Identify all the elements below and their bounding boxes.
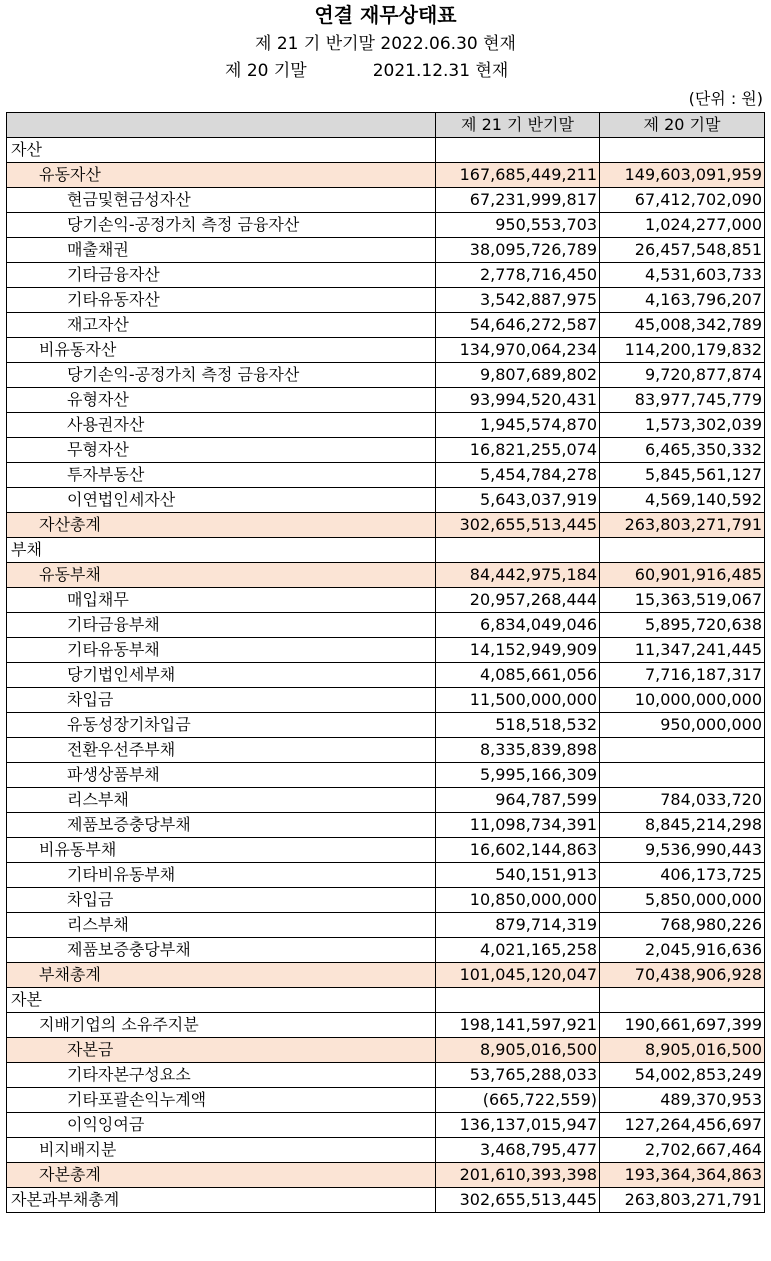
current-period-value: 540,151,913 <box>436 863 600 888</box>
prior-period-value: 1,573,302,039 <box>600 413 765 438</box>
account-name: 매입채무 <box>7 588 436 613</box>
current-period-value: 1,945,574,870 <box>436 413 600 438</box>
current-period-value: 302,655,513,445 <box>436 513 600 538</box>
prior-period-value: 70,438,906,928 <box>600 963 765 988</box>
table-row <box>7 1113 765 1138</box>
prior-period-value: 114,200,179,832 <box>600 338 765 363</box>
prior-period <box>225 58 508 84</box>
current-period-value: 518,518,532 <box>436 713 600 738</box>
prior-period-value: 4,531,603,733 <box>600 263 765 288</box>
prior-period-value: 2,045,916,636 <box>600 938 765 963</box>
current-period-value <box>436 138 600 163</box>
table-row <box>7 1063 765 1088</box>
prior-period-value: 4,569,140,592 <box>600 488 765 513</box>
prior-period-value <box>600 138 765 163</box>
table-row <box>7 1088 765 1113</box>
table-row <box>7 563 765 588</box>
table-row <box>7 963 765 988</box>
current-period-value: 101,045,120,047 <box>436 963 600 988</box>
table-row <box>7 238 765 263</box>
current-period-value: 5,643,037,919 <box>436 488 600 513</box>
table-row <box>7 188 765 213</box>
account-name: 사용권자산 <box>7 413 436 438</box>
account-name: 제품보증충당부채 <box>7 813 436 838</box>
account-name: 비유동자산 <box>7 338 436 363</box>
current-period-value: 198,141,597,921 <box>436 1013 600 1038</box>
account-name: 투자부동산 <box>7 463 436 488</box>
table-row <box>7 688 765 713</box>
account-name: 당기법인세부채 <box>7 663 436 688</box>
current-period-value: 879,714,319 <box>436 913 600 938</box>
account-name: 자산 <box>7 138 436 163</box>
current-period-value: 8,905,016,500 <box>436 1038 600 1063</box>
account-name: 유동부채 <box>7 563 436 588</box>
prior-period-value: 83,977,745,779 <box>600 388 765 413</box>
current-period-value: 16,602,144,863 <box>436 838 600 863</box>
prior-period-value: 5,895,720,638 <box>600 613 765 638</box>
current-period: 제 21 기 반기말 2022.06.30 현재 <box>255 34 516 54</box>
prior-period-value: 406,173,725 <box>600 863 765 888</box>
table-row <box>7 513 765 538</box>
current-period-value: 11,500,000,000 <box>436 688 600 713</box>
prior-period-value: 4,163,796,207 <box>600 288 765 313</box>
current-period-value: 9,807,689,802 <box>436 363 600 388</box>
table-row <box>7 913 765 938</box>
table-row <box>7 1188 765 1213</box>
current-period-value: 14,152,949,909 <box>436 638 600 663</box>
account-name: 제품보증충당부채 <box>7 938 436 963</box>
table-row <box>7 538 765 563</box>
account-name: 지배기업의 소유주지분 <box>7 1013 436 1038</box>
prior-period-value: 11,347,241,445 <box>600 638 765 663</box>
current-period-value: 4,021,165,258 <box>436 938 600 963</box>
current-period-value: 84,442,975,184 <box>436 563 600 588</box>
account-name: 부채 <box>7 538 436 563</box>
prior-period-value: 127,264,456,697 <box>600 1113 765 1138</box>
account-name: 무형자산 <box>7 438 436 463</box>
prior-period-value: 489,370,953 <box>600 1088 765 1113</box>
prior-period-value: 8,845,214,298 <box>600 813 765 838</box>
table-row <box>7 463 765 488</box>
statement-title: 연결 재무상태표 <box>314 3 457 27</box>
prior-period-value: 26,457,548,851 <box>600 238 765 263</box>
account-name: 차입금 <box>7 688 436 713</box>
current-period-value: 6,834,049,046 <box>436 613 600 638</box>
prior-period-value <box>600 538 765 563</box>
account-name: 기타비유동부채 <box>7 863 436 888</box>
current-period-value: 54,646,272,587 <box>436 313 600 338</box>
table-row <box>7 838 765 863</box>
prior-period-value: 263,803,271,791 <box>600 513 765 538</box>
account-name: 기타자본구성요소 <box>7 1063 436 1088</box>
current-period-value: 5,454,784,278 <box>436 463 600 488</box>
table-row <box>7 413 765 438</box>
header-current: 제 21 기 반기말 <box>436 113 600 138</box>
table-row <box>7 663 765 688</box>
unit-label: (단위 : 원) <box>688 89 763 108</box>
current-period-value: 167,685,449,211 <box>436 163 600 188</box>
prior-period-value: 193,364,364,863 <box>600 1163 765 1188</box>
table-row <box>7 338 765 363</box>
table-row <box>7 713 765 738</box>
current-period-value: (665,722,559) <box>436 1088 600 1113</box>
account-name: 자본 <box>7 988 436 1013</box>
account-name: 자본총계 <box>7 1163 436 1188</box>
table-row <box>7 138 765 163</box>
account-name: 비유동부채 <box>7 838 436 863</box>
prior-period-value: 45,008,342,789 <box>600 313 765 338</box>
current-period-value: 11,098,734,391 <box>436 813 600 838</box>
current-period-value <box>436 538 600 563</box>
prior-period-value: 54,002,853,249 <box>600 1063 765 1088</box>
prior-period-value: 149,603,091,959 <box>600 163 765 188</box>
current-period-value: 8,335,839,898 <box>436 738 600 763</box>
account-name: 유동자산 <box>7 163 436 188</box>
current-period-value: 67,231,999,817 <box>436 188 600 213</box>
current-period-value: 93,994,520,431 <box>436 388 600 413</box>
prior-period-value: 190,661,697,399 <box>600 1013 765 1038</box>
prior-period-value: 15,363,519,067 <box>600 588 765 613</box>
account-name: 이연법인세자산 <box>7 488 436 513</box>
prior-period-value: 6,465,350,332 <box>600 438 765 463</box>
current-period-value: 38,095,726,789 <box>436 238 600 263</box>
account-name: 당기손익-공정가치 측정 금융자산 <box>7 213 436 238</box>
current-period-value: 2,778,716,450 <box>436 263 600 288</box>
table-row <box>7 813 765 838</box>
prior-period-value: 9,720,877,874 <box>600 363 765 388</box>
current-period-value: 964,787,599 <box>436 788 600 813</box>
account-name: 기타유동부채 <box>7 638 436 663</box>
current-period-value: 134,970,064,234 <box>436 338 600 363</box>
current-period-value: 950,553,703 <box>436 213 600 238</box>
current-period-value: 3,542,887,975 <box>436 288 600 313</box>
table-row <box>7 863 765 888</box>
account-name: 기타금융부채 <box>7 613 436 638</box>
account-name: 부채총계 <box>7 963 436 988</box>
account-name: 이익잉여금 <box>7 1113 436 1138</box>
account-name: 자산총계 <box>7 513 436 538</box>
table-row <box>7 488 765 513</box>
current-period-value: 201,610,393,398 <box>436 1163 600 1188</box>
table-row <box>7 613 765 638</box>
current-period-value <box>436 988 600 1013</box>
table-row <box>7 638 765 663</box>
table-row <box>7 788 765 813</box>
account-name: 유동성장기차입금 <box>7 713 436 738</box>
table-row <box>7 1138 765 1163</box>
prior-period-value: 10,000,000,000 <box>600 688 765 713</box>
account-name: 재고자산 <box>7 313 436 338</box>
table-row <box>7 313 765 338</box>
table-row <box>7 763 765 788</box>
prior-period-value: 950,000,000 <box>600 713 765 738</box>
account-name: 리스부채 <box>7 913 436 938</box>
table-row <box>7 163 765 188</box>
account-name: 전환우선주부채 <box>7 738 436 763</box>
prior-period-value <box>600 763 765 788</box>
header-prior: 제 20 기말 <box>600 113 765 138</box>
account-name: 기타포괄손익누계액 <box>7 1088 436 1113</box>
table-row <box>7 1163 765 1188</box>
header-account <box>7 113 436 138</box>
table-row <box>7 888 765 913</box>
account-name: 파생상품부채 <box>7 763 436 788</box>
current-period-value: 302,655,513,445 <box>436 1188 600 1213</box>
account-name: 매출채권 <box>7 238 436 263</box>
table-row <box>7 1013 765 1038</box>
current-period-value: 136,137,015,947 <box>436 1113 600 1138</box>
balance-sheet-table <box>6 112 765 1213</box>
table-row <box>7 738 765 763</box>
table-row <box>7 388 765 413</box>
account-name: 기타유동자산 <box>7 288 436 313</box>
prior-period-date: 2021.12.31 현재 <box>372 61 509 81</box>
prior-period-value: 60,901,916,485 <box>600 563 765 588</box>
table-header-row <box>7 113 765 138</box>
prior-period-value: 263,803,271,791 <box>600 1188 765 1213</box>
prior-period-value <box>600 738 765 763</box>
account-name: 비지배지분 <box>7 1138 436 1163</box>
prior-period-value: 5,845,561,127 <box>600 463 765 488</box>
account-name: 현금및현금성자산 <box>7 188 436 213</box>
prior-period-value: 8,905,016,500 <box>600 1038 765 1063</box>
prior-period-value: 2,702,667,464 <box>600 1138 765 1163</box>
table-row <box>7 263 765 288</box>
account-name: 유형자산 <box>7 388 436 413</box>
account-name: 자본금 <box>7 1038 436 1063</box>
current-period-value: 16,821,255,074 <box>436 438 600 463</box>
prior-period-value: 1,024,277,000 <box>600 213 765 238</box>
table-row <box>7 1038 765 1063</box>
prior-period-value: 67,412,702,090 <box>600 188 765 213</box>
table-row <box>7 988 765 1013</box>
account-name: 기타금융자산 <box>7 263 436 288</box>
prior-period-value: 784,033,720 <box>600 788 765 813</box>
prior-period-value <box>600 988 765 1013</box>
current-period-value: 53,765,288,033 <box>436 1063 600 1088</box>
table-row <box>7 213 765 238</box>
prior-period-value: 768,980,226 <box>600 913 765 938</box>
current-period-value: 10,850,000,000 <box>436 888 600 913</box>
account-name: 리스부채 <box>7 788 436 813</box>
account-name: 차입금 <box>7 888 436 913</box>
current-period-value: 5,995,166,309 <box>436 763 600 788</box>
account-name: 자본과부채총계 <box>7 1188 436 1213</box>
table-row <box>7 363 765 388</box>
table-row <box>7 588 765 613</box>
prior-period-value: 5,850,000,000 <box>600 888 765 913</box>
prior-period-value: 7,716,187,317 <box>600 663 765 688</box>
prior-period-label: 제 20 기말 <box>225 61 307 81</box>
current-period-value: 3,468,795,477 <box>436 1138 600 1163</box>
table-row <box>7 438 765 463</box>
current-period-value: 4,085,661,056 <box>436 663 600 688</box>
account-name: 당기손익-공정가치 측정 금융자산 <box>7 363 436 388</box>
current-period-value: 20,957,268,444 <box>436 588 600 613</box>
table-row <box>7 288 765 313</box>
prior-period-value: 9,536,990,443 <box>600 838 765 863</box>
table-row <box>7 938 765 963</box>
